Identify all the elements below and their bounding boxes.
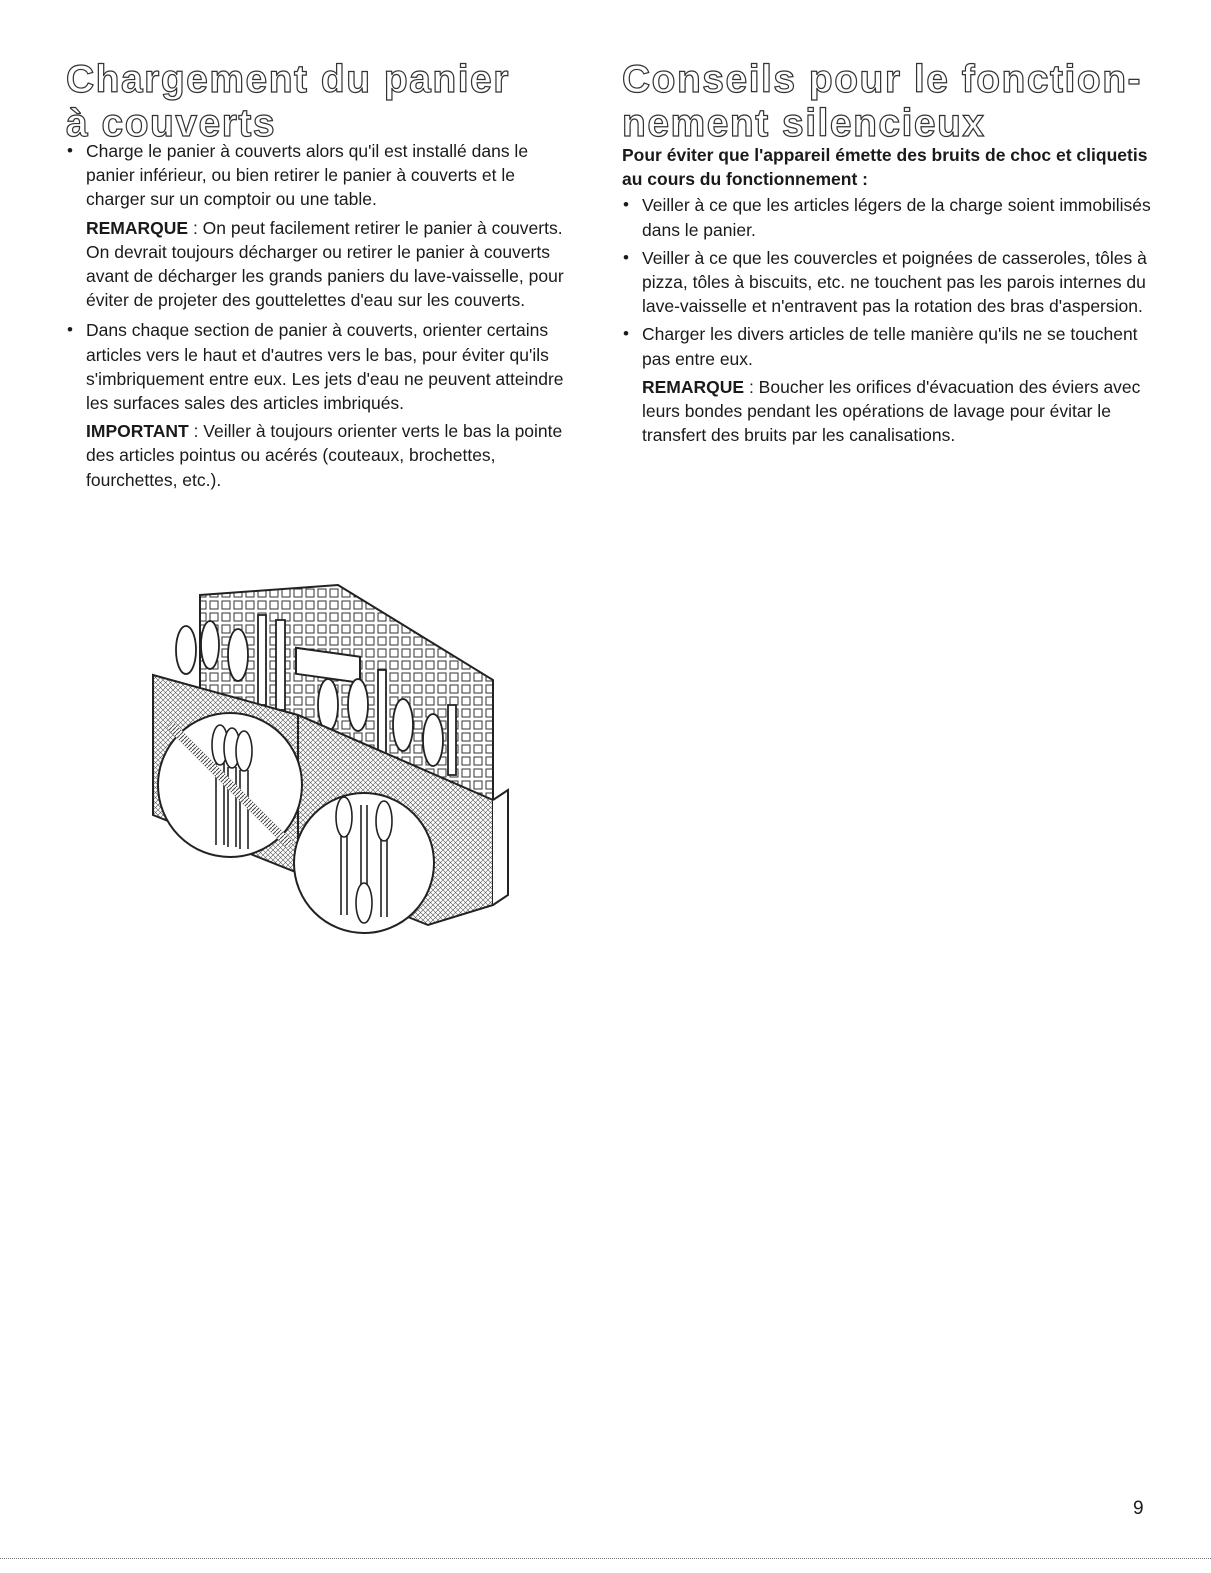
nested-spoons-detail: [158, 713, 302, 857]
page-bottom-rule: [0, 1558, 1211, 1559]
list-item: [622, 193, 1162, 241]
lead-paragraph: Pour éviter que l'appareil émette des bruits de choc et cliquetis au cours du fonctionnement :: [622, 145, 1148, 190]
basket-drawing: [148, 575, 518, 945]
bullet-text: Charger les divers articles de telle manière qu'ils ne se touchent pas entre eux.: [642, 324, 1138, 369]
page-number: 9: [1133, 1498, 1144, 1519]
title-line: Chargement du panier: [66, 58, 510, 101]
title-line: Conseils pour le fonction-: [622, 58, 1143, 101]
note-text: : Boucher les orifices d'évacuation des éviers avec leurs bondes pendant les opérations de lavage pour évitar le transfert des bruits par les canalisations.: [642, 376, 1141, 446]
bullet-text: Dans chaque section de panier à couverts, orienter certains articles vers le haut et d'autres vers le bas, pour éviter qu'ils s'imbriquement entre eux. Les jets d'eau ne peuvent atteindre les surfaces sales des articles imbriqués.: [86, 320, 564, 414]
section-title-quiet-operation: [622, 58, 1142, 146]
note-label: REMARQUE: [642, 376, 745, 397]
left-bullet-list: [66, 139, 566, 492]
left-body: [66, 139, 566, 498]
list-item: [622, 246, 1162, 319]
bullet-text: Veiller à ce que les articles légers de la charge soient immobilisés dans le panier.: [642, 195, 1151, 240]
note-label: REMARQUE: [86, 217, 189, 238]
list-item: [66, 318, 566, 491]
alternated-spoons-detail: [294, 793, 434, 933]
note-important: [86, 419, 566, 492]
right-bullet-list: [622, 193, 1162, 370]
right-body: [622, 143, 1162, 453]
silverware-basket-illustration: [148, 575, 518, 945]
section-title-silverware-basket: [66, 58, 510, 146]
list-item: [622, 322, 1162, 370]
note-remarque: [86, 216, 566, 313]
note-text: : Veiller à toujours orienter verts le bas la pointe des articles pointus ou acérés (couteaux, brochettes, fourchettes, etc.).: [86, 421, 563, 490]
note-text: : On peut facilement retirer le panier à couverts. On devrait toujours décharger ou retirer le panier à couverts avant de décharger les grands paniers du lave-vaisselle, pour éviter de projeter des gouttelettes d'eau sur les couverts.: [86, 217, 564, 311]
bullet-text: Charge le panier à couverts alors qu'il est installé dans le panier inférieur, ou bien retirer le panier à couverts et le charger sur un comptoir ou une table.: [86, 141, 529, 210]
note-remarque: [622, 375, 1162, 448]
title-line: nement silencieux: [622, 102, 986, 145]
bullet-text: Veiller à ce que les couvercles et poignées de casseroles, tôles à pizza, tôles à biscuits, etc. ne touchent pas les parois internes du lave-vaisselle et n'entravent pas la rotation des bras d'aspersion.: [642, 247, 1147, 317]
list-item: [66, 139, 566, 312]
note-label: IMPORTANT: [86, 421, 189, 442]
title-line: à couverts: [66, 102, 277, 145]
